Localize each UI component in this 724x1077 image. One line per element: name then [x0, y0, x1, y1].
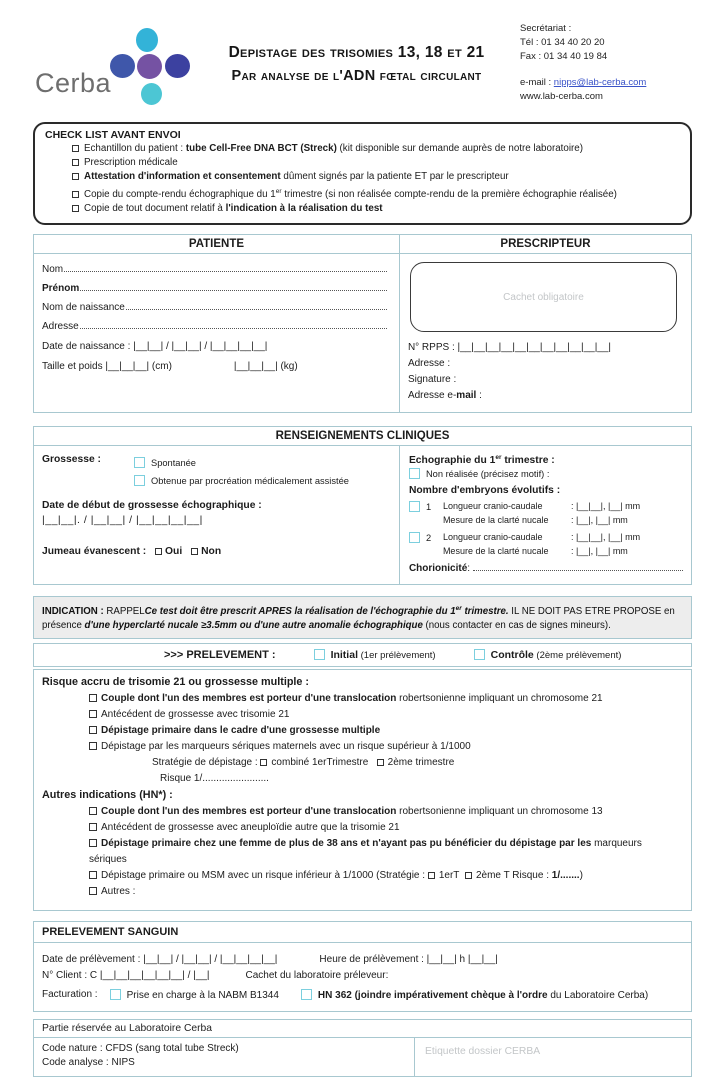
- checkbox-grossesse-multiple-icon[interactable]: [89, 726, 97, 734]
- autres-item-translocation13: Couple dont l'un des membres est porteur d'une translocation robertsonienne impliquant un chromosome 13: [42, 804, 681, 820]
- nom-naissance-fill-line[interactable]: [126, 298, 387, 310]
- facturation-label: Facturation :: [42, 989, 98, 1001]
- checklist-item-document: Copie de tout document relatif à l'indication à la réalisation du test: [45, 202, 678, 216]
- checkbox-nabm-icon[interactable]: [110, 989, 121, 1000]
- risque-item-grossesse-multiple: Dépistage primaire dans le cadre d'une grossesse multiple: [42, 723, 681, 739]
- numero-client-field[interactable]: N° Client : C |__|__|__|__|__|__| / |__|: [42, 970, 210, 982]
- checkbox-antecedent21-icon[interactable]: [89, 710, 97, 718]
- rpps-field[interactable]: N° RPPS : |__|__|__|__|__|__|__|__|__|__|__|: [407, 342, 612, 354]
- code-analyse: Code analyse : NIPS: [42, 1057, 135, 1069]
- prescripteur-adresse-field[interactable]: Adresse :: [407, 358, 451, 370]
- patiente-header: PATIENTE: [34, 235, 399, 254]
- prelevement-initial-option[interactable]: Initial (1er prélèvement): [314, 649, 436, 661]
- adresse-field[interactable]: Adresse: [42, 317, 389, 336]
- cn2-field[interactable]: : |__|, |__| mm: [570, 545, 628, 556]
- grossesse-label: Grossesse :: [42, 454, 101, 466]
- partie-reservee-title: Partie réservée au Laboratoire Cerba: [34, 1020, 691, 1038]
- facturation-hn362-option[interactable]: HN 362 (joindre impérativement chèque à l'ordre du Laboratoire Cerba): [301, 989, 648, 1001]
- date-naissance-field[interactable]: Date de naissance : |__|__| / |__|__| / |__|__|__|__|: [42, 340, 268, 352]
- checkbox-combine-1er-trimestre-icon[interactable]: [260, 759, 267, 766]
- chorionicite-field[interactable]: Chorionicité :: [409, 561, 683, 574]
- checkbox-non-realisee-icon[interactable]: [409, 468, 420, 479]
- echographie-label: Echographie du 1er trimestre :: [408, 454, 555, 467]
- cn1-field[interactable]: : |__|, |__| mm: [570, 514, 628, 525]
- autres-indications-title: Autres indications (HN*) :: [42, 789, 173, 802]
- prelevement-type-row: [33, 643, 692, 667]
- date-grossesse-label: Date de début de grossesse échographique :: [42, 500, 262, 512]
- checkbox-2eme-trimestre-icon[interactable]: [377, 759, 384, 766]
- cerba-dots-icon: [105, 28, 197, 116]
- checkbox-jumeau-oui-icon[interactable]: [155, 548, 162, 555]
- checkbox-translocation21-icon[interactable]: [89, 694, 97, 702]
- dot-purple-icon: [137, 54, 162, 79]
- date-prelevement-field[interactable]: Date de prélèvement : |__|__| / |__|__| / |__|__|__|__|: [42, 954, 278, 966]
- cerba-logo: [33, 20, 193, 112]
- risque-item-antecedent21: Antécédent de grossesse avec trisomie 21: [42, 707, 681, 723]
- secretariat-label: Secrétariat :: [520, 23, 572, 34]
- dot-indigo-icon: [165, 54, 190, 78]
- nom-fill-line[interactable]: [64, 260, 387, 272]
- patiente-column: [34, 235, 400, 412]
- nom-field[interactable]: Nom: [42, 260, 389, 279]
- dot-teal-icon: [141, 83, 162, 105]
- etiquette-dossier-box: Etiquette dossier CERBA: [425, 1046, 541, 1058]
- strategie-depistage-line: Stratégie de dépistage : combiné 1erTrimestre 2ème trimestre: [152, 757, 455, 769]
- autres-item-autres: Autres :: [42, 884, 681, 900]
- signature-field[interactable]: Signature :: [407, 374, 457, 386]
- patient-prescriber-table: [33, 234, 692, 413]
- prescripteur-header: PRESCRIPTEUR: [400, 235, 691, 254]
- checkbox-echantillon-icon[interactable]: [72, 145, 79, 152]
- lcc2-field[interactable]: : |__|__|, |__| mm: [570, 532, 641, 543]
- checkbox-aneuploidie-icon[interactable]: [89, 823, 97, 831]
- checkbox-controle-icon[interactable]: [474, 649, 485, 660]
- checkbox-pma-icon[interactable]: [134, 475, 145, 486]
- checkbox-document-icon[interactable]: [72, 205, 79, 212]
- prelevement-sanguin-title: PRELEVEMENT SANGUIN: [34, 922, 691, 943]
- checklist-item-echantillon: Echantillon du patient : tube Cell-Free DNA BCT (Streck) (kit disponible sur demande auprès de notre laboratoire): [45, 142, 678, 156]
- risque-item-marqueurs: Dépistage par les marqueurs sériques maternels avec un risque supérieur à 1/1000: [42, 739, 681, 755]
- autres-item-msm: Dépistage primaire ou MSM avec un risque inférieur à 1/1000 (Stratégie : 1erT 2ème T Risque : 1/.......): [42, 868, 681, 884]
- email-link[interactable]: nipps@lab-cerba.com: [553, 77, 647, 88]
- checkbox-attestation-icon[interactable]: [72, 173, 79, 180]
- embryon-2-row: 2 Longueur cranio-caudale : |__|__|, |__| mm Mesure de la clarté nucale : |__|, |__| mm: [409, 531, 683, 558]
- indication-banner: INDICATION : RAPPELCe test doit être prescrit APRES la réalisation de l'échographie du 1er trimestre. IL NE DOIT PAS ETRE PROPOSE en présence d'une hyperclarté nucale ≥3.5mm ou d'une autre anomalie échographique (nous contacter en cas de signes mineurs).: [33, 596, 692, 639]
- form-title-line2: Par analyse de l'ADN fœtal circulant: [231, 68, 482, 84]
- date-grossesse-field[interactable]: |__|__|. / |__|__| / |__|__|__|__|: [42, 514, 203, 527]
- website-url: www.lab-cerba.com: [520, 91, 603, 102]
- email-label: e-mail :: [520, 77, 554, 88]
- checkbox-autres-icon[interactable]: [89, 887, 97, 895]
- autres-item-aneuploidie: Antécédent de grossesse avec aneuploïdie autre que la trisomie 21: [42, 820, 681, 836]
- checklist-item-attestation: Attestation d'information et consentement dûment signés par la patiente ET par le prescripteur: [45, 170, 678, 184]
- facturation-nabm-option[interactable]: Prise en charge à la NABM B1344: [110, 989, 279, 1001]
- contact-block: [520, 20, 692, 112]
- non-realisee-option[interactable]: Non réalisée (précisez motif) :: [409, 468, 683, 479]
- risque-item-translocation21: Couple dont l'un des membres est porteur d'une translocation robertsonienne impliquant un chromosome 21: [42, 691, 681, 707]
- checkbox-translocation13-icon[interactable]: [89, 807, 97, 815]
- checklist-item-copie-echo: Copie du compte-rendu échographique du 1er trimestre (si non réalisée compte-rendu de la première échographie réalisée): [45, 185, 678, 202]
- adresse-fill-line[interactable]: [80, 317, 387, 329]
- heure-prelevement-field[interactable]: Heure de prélèvement : |__|__| h |__|__|: [319, 954, 498, 966]
- grossesse-pma-option[interactable]: Obtenue par procréation médicalement assistée: [134, 472, 349, 490]
- checkbox-spontanee-icon[interactable]: [134, 457, 145, 468]
- code-nature: Code nature : CFDS (sang total tube Streck): [42, 1043, 239, 1055]
- risque-indications-box: [33, 669, 692, 911]
- prelevement-sanguin-section: [33, 921, 692, 1012]
- cliniques-right-column: [400, 446, 691, 584]
- form-title: [193, 20, 520, 112]
- page-header: [33, 20, 692, 112]
- chorionicite-fill-line[interactable]: [473, 561, 683, 571]
- codes-cell: [34, 1038, 415, 1076]
- checklist-box: [33, 122, 692, 225]
- cachet-laboratoire-label: Cachet du laboratoire préleveur:: [245, 970, 389, 982]
- embryons-label: Nombre d'embryons évolutifs :: [408, 485, 561, 497]
- partie-reservee-section: [33, 1019, 692, 1077]
- prelevement-controle-option[interactable]: Contrôle (2ème prélèvement): [474, 649, 622, 661]
- checklist-title: CHECK LIST AVANT ENVOI: [45, 129, 181, 141]
- cliniques-left-column: [34, 446, 400, 584]
- taille-poids-field[interactable]: Taille et poids |__|__|__| (cm) |__|__|__| (kg): [42, 360, 298, 372]
- dot-blue-icon: [110, 54, 135, 78]
- prescripteur-column: [400, 235, 691, 412]
- renseignements-title: RENSEIGNEMENTS CLINIQUES: [34, 427, 691, 446]
- checkbox-msm-icon[interactable]: [89, 871, 97, 879]
- checkbox-embryon1-icon[interactable]: [409, 501, 420, 512]
- prenom-fill-line[interactable]: [80, 279, 387, 291]
- prenom-field[interactable]: Prénom: [42, 279, 389, 298]
- renseignements-cliniques-section: [33, 426, 692, 585]
- risque-title: Risque accru de trisomie 21 ou grossesse multiple :: [42, 676, 310, 689]
- logo-text: Cerba: [35, 68, 112, 98]
- prescripteur-email-field[interactable]: Adresse e-mail :: [407, 390, 482, 402]
- checklist-item-prescription: Prescription médicale: [45, 156, 678, 170]
- checkbox-1erT-icon[interactable]: [428, 872, 435, 879]
- checkbox-jumeau-non-icon[interactable]: [191, 548, 198, 555]
- checkbox-embryon2-icon[interactable]: [409, 532, 420, 543]
- dot-cyan-icon: [136, 28, 158, 52]
- checkbox-initial-icon[interactable]: [314, 649, 325, 660]
- facturation-row: [42, 989, 683, 1001]
- checkbox-prescription-icon[interactable]: [72, 159, 79, 166]
- embryon-1-row: 1 Longueur cranio-caudale : |__|__|, |__| mm Mesure de la clarté nucale : |__|, |__| mm: [409, 500, 683, 527]
- autres-item-femme-38: Dépistage primaire chez une femme de plus de 38 ans et n'ayant pas pu bénéficier du dépistage par les marqueurs sériques: [89, 838, 642, 866]
- fax-number: Fax : 01 34 40 19 84: [520, 51, 608, 62]
- prelevement-label: >>> PRELEVEMENT :: [164, 649, 276, 662]
- cachet-obligatoire-box: Cachet obligatoire: [410, 262, 677, 332]
- risque-ratio-field[interactable]: Risque 1/........................: [160, 773, 269, 785]
- checkbox-2emeT-icon[interactable]: [465, 872, 472, 879]
- checkbox-hn362-icon[interactable]: [301, 989, 312, 1000]
- jumeau-evanescent-field: Jumeau évanescent : Oui Non: [42, 546, 222, 558]
- phone-number: Tél : 01 34 40 20 20: [520, 37, 605, 48]
- lcc1-field[interactable]: : |__|__|, |__| mm: [570, 501, 641, 512]
- nom-naissance-field[interactable]: Nom de naissance: [42, 298, 389, 317]
- checkbox-femme-38-icon[interactable]: [89, 839, 97, 847]
- checkbox-marqueurs-icon[interactable]: [89, 742, 97, 750]
- grossesse-spontanee-option[interactable]: Spontanée: [134, 454, 349, 472]
- checkbox-copie-echo-icon[interactable]: [72, 191, 79, 198]
- form-title-line1: Depistage des trisomies 13, 18 et 21: [228, 44, 485, 61]
